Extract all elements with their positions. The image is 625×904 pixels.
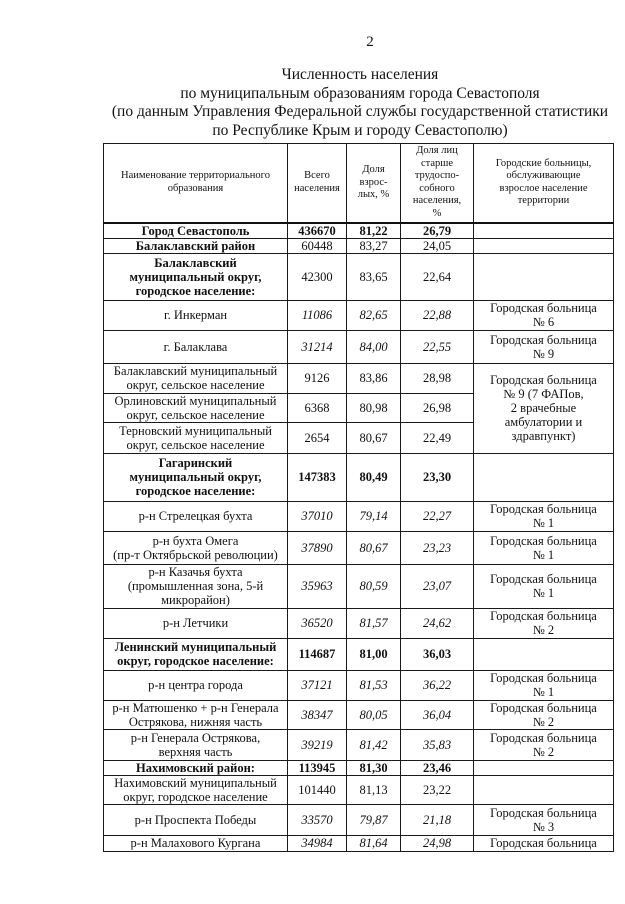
hospital-cell xyxy=(474,775,614,804)
elderly-share-cell: 23,23 xyxy=(401,531,474,564)
header-elderly-share: Доля лиц старше трудоспо- собного населения, % xyxy=(401,144,474,223)
district-name-cell: р-н Генерала Острякова, верхняя часть xyxy=(104,729,288,760)
title-line: по муниципальным образованиям города Севастополя xyxy=(180,84,540,102)
population-total-cell: 9126 xyxy=(288,363,347,393)
elderly-share-cell: 24,98 xyxy=(401,835,474,851)
hospital-cell: Городская больница № 1 xyxy=(474,501,614,531)
elderly-share-cell: 22,88 xyxy=(401,300,474,330)
population-total-cell: 37890 xyxy=(288,531,347,564)
hospital-cell xyxy=(474,223,614,239)
adult-share-cell: 84,00 xyxy=(347,330,401,363)
table-row xyxy=(104,531,614,564)
elderly-share-cell: 22,27 xyxy=(401,501,474,531)
district-name-cell: Орлиновский муниципальный округ, сельское население xyxy=(104,393,288,422)
hospital-cell xyxy=(474,253,614,300)
adult-share-cell: 81,57 xyxy=(347,608,401,638)
population-total-cell: 37121 xyxy=(288,670,347,700)
district-name-cell: р-н бухта Омега (пр-т Октябрьской революции) xyxy=(104,531,288,564)
elderly-share-cell: 26,98 xyxy=(401,393,474,422)
table-row xyxy=(104,330,614,363)
table-row xyxy=(104,729,614,760)
hospital-cell: Городская больница № 3 xyxy=(474,804,614,835)
adult-share-cell: 82,65 xyxy=(347,300,401,330)
hospital-cell: Городская больница № 1 xyxy=(474,670,614,700)
adult-share-cell: 80,67 xyxy=(347,531,401,564)
elderly-share-cell: 23,30 xyxy=(401,453,474,501)
hospital-cell: Городская больница xyxy=(474,835,614,851)
table-row xyxy=(104,804,614,835)
elderly-share-cell: 21,18 xyxy=(401,804,474,835)
elderly-share-cell: 22,55 xyxy=(401,330,474,363)
table-row xyxy=(104,608,614,638)
elderly-share-cell: 24,62 xyxy=(401,608,474,638)
adult-share-cell: 81,13 xyxy=(347,775,401,804)
population-total-cell: 39219 xyxy=(288,729,347,760)
population-table xyxy=(103,143,614,852)
hospital-cell xyxy=(474,238,614,253)
document-title xyxy=(100,66,620,140)
hospital-cell xyxy=(474,453,614,501)
population-total-cell: 34984 xyxy=(288,835,347,851)
adult-share-cell: 80,49 xyxy=(347,453,401,501)
table-row xyxy=(104,453,614,501)
population-total-cell: 11086 xyxy=(288,300,347,330)
district-name-cell: Гагаринский муниципальный округ, городское население: xyxy=(104,453,288,501)
elderly-share-cell: 23,46 xyxy=(401,760,474,775)
adult-share-cell: 81,53 xyxy=(347,670,401,700)
population-total-cell: 114687 xyxy=(288,638,347,670)
elderly-share-cell: 28,98 xyxy=(401,363,474,393)
title-line: (по данным Управления Федеральной службы государственной статистики xyxy=(111,103,609,121)
district-name-cell: р-н Летчики xyxy=(104,608,288,638)
adult-share-cell: 81,22 xyxy=(347,223,401,239)
elderly-share-cell: 26,79 xyxy=(401,223,474,239)
hospital-cell xyxy=(474,638,614,670)
district-name-cell: Балаклавский муниципальный округ, городское население: xyxy=(104,253,288,300)
header-hospitals: Городские больницы, обслуживающие взрослое население территории xyxy=(474,144,614,223)
hospital-cell: Городская больница № 2 xyxy=(474,700,614,729)
table-row xyxy=(104,223,614,239)
elderly-share-cell: 22,64 xyxy=(401,253,474,300)
population-total-cell: 147383 xyxy=(288,453,347,501)
elderly-share-cell: 24,05 xyxy=(401,238,474,253)
header-adult-share: Доля взрос- лых, % xyxy=(347,144,401,223)
table-row xyxy=(104,700,614,729)
adult-share-cell: 83,86 xyxy=(347,363,401,393)
adult-share-cell: 80,67 xyxy=(347,422,401,453)
hospital-cell: Городская больница № 2 xyxy=(474,729,614,760)
district-name-cell: р-н Стрелецкая бухта xyxy=(104,501,288,531)
hospital-cell xyxy=(474,760,614,775)
district-name-cell: Балаклавский муниципальный округ, сельское население xyxy=(104,363,288,393)
population-total-cell: 31214 xyxy=(288,330,347,363)
table-row xyxy=(104,564,614,608)
population-total-cell: 101440 xyxy=(288,775,347,804)
district-name-cell: Город Севастополь xyxy=(104,223,288,239)
population-total-cell: 37010 xyxy=(288,501,347,531)
table-row xyxy=(104,253,614,300)
table-row xyxy=(104,238,614,253)
district-name-cell: р-н центра города xyxy=(104,670,288,700)
elderly-share-cell: 36,04 xyxy=(401,700,474,729)
adult-share-cell: 80,05 xyxy=(347,700,401,729)
title-line: Численность населения xyxy=(281,66,439,83)
district-name-cell: Балаклавский район xyxy=(104,238,288,253)
header-name: Наименование территориального образования xyxy=(104,144,288,223)
population-total-cell: 38347 xyxy=(288,700,347,729)
table-header-row xyxy=(104,144,614,223)
population-total-cell: 6368 xyxy=(288,393,347,422)
elderly-share-cell: 23,07 xyxy=(401,564,474,608)
population-total-cell: 113945 xyxy=(288,760,347,775)
adult-share-cell: 81,42 xyxy=(347,729,401,760)
elderly-share-cell: 23,22 xyxy=(401,775,474,804)
district-name-cell: Терновский муниципальный округ, сельское население xyxy=(104,422,288,453)
hospital-cell: Городская больница № 6 xyxy=(474,300,614,330)
adult-share-cell: 83,27 xyxy=(347,238,401,253)
district-name-cell: р-н Малахового Кургана xyxy=(104,835,288,851)
table-row xyxy=(104,300,614,330)
adult-share-cell: 79,14 xyxy=(347,501,401,531)
district-name-cell: г. Балаклава xyxy=(104,330,288,363)
page-number: 2 xyxy=(366,34,374,50)
population-total-cell: 33570 xyxy=(288,804,347,835)
adult-share-cell: 80,59 xyxy=(347,564,401,608)
table-row xyxy=(104,760,614,775)
district-name-cell: Нахимовский район: xyxy=(104,760,288,775)
district-name-cell: р-н Казачья бухта (промышленная зона, 5-й микрорайон) xyxy=(104,564,288,608)
adult-share-cell: 80,98 xyxy=(347,393,401,422)
table-row xyxy=(104,638,614,670)
table-row xyxy=(104,775,614,804)
header-total-population: Всего населения xyxy=(288,144,347,223)
hospital-cell: Городская больница № 2 xyxy=(474,608,614,638)
hospital-cell: Городская больница № 1 xyxy=(474,531,614,564)
hospital-cell: Городская больница № 9 xyxy=(474,330,614,363)
hospital-cell: Городская больница № 1 xyxy=(474,564,614,608)
population-total-cell: 35963 xyxy=(288,564,347,608)
elderly-share-cell: 36,22 xyxy=(401,670,474,700)
population-total-cell: 42300 xyxy=(288,253,347,300)
population-total-cell: 60448 xyxy=(288,238,347,253)
adult-share-cell: 79,87 xyxy=(347,804,401,835)
adult-share-cell: 83,65 xyxy=(347,253,401,300)
elderly-share-cell: 36,03 xyxy=(401,638,474,670)
adult-share-cell: 81,00 xyxy=(347,638,401,670)
district-name-cell: р-н Матюшенко + р-н Генерала Острякова, нижняя часть xyxy=(104,700,288,729)
table-row xyxy=(104,501,614,531)
elderly-share-cell: 22,49 xyxy=(401,422,474,453)
table-row xyxy=(104,363,614,393)
population-total-cell: 2654 xyxy=(288,422,347,453)
district-name-cell: р-н Проспекта Победы xyxy=(104,804,288,835)
adult-share-cell: 81,30 xyxy=(347,760,401,775)
district-name-cell: Ленинский муниципальный округ, городское население: xyxy=(104,638,288,670)
table-row xyxy=(104,835,614,851)
adult-share-cell: 81,64 xyxy=(347,835,401,851)
title-line: по Республике Крым и городу Севастополю) xyxy=(212,121,508,139)
table-row xyxy=(104,670,614,700)
district-name-cell: г. Инкерман xyxy=(104,300,288,330)
district-name-cell: Нахимовский муниципальный округ, городское население xyxy=(104,775,288,804)
population-total-cell: 436670 xyxy=(288,223,347,239)
population-total-cell: 36520 xyxy=(288,608,347,638)
elderly-share-cell: 35,83 xyxy=(401,729,474,760)
hospital-cell: Городская больница № 9 (7 ФАПов, 2 врачебные амбулатории и здравпункт) xyxy=(474,363,614,453)
